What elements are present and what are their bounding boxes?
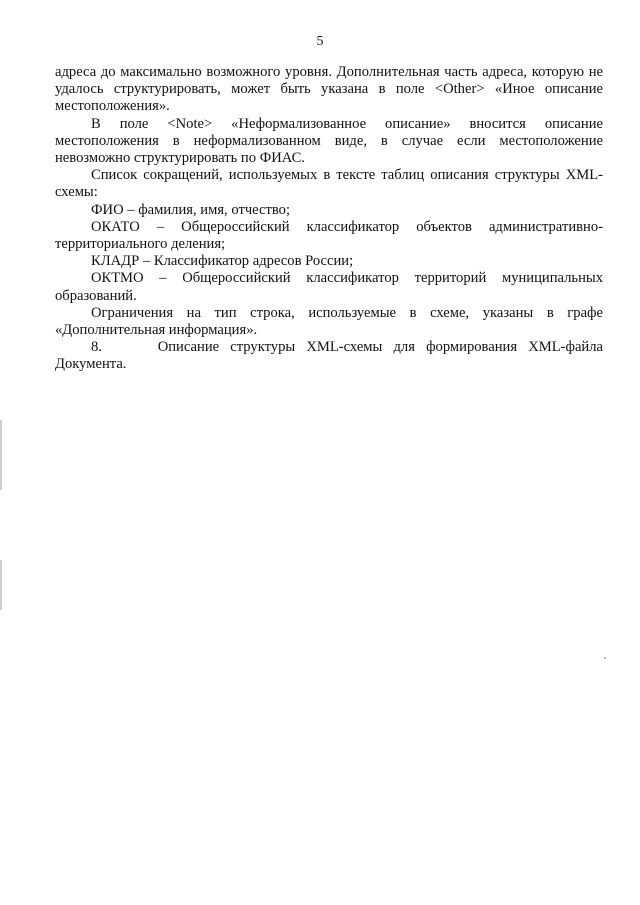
document-body bbox=[55, 64, 603, 374]
abbreviation-fio: ФИО – фамилия, имя, отчество; bbox=[91, 201, 290, 218]
abbreviation-oktmo: ОКТМО – Общероссийский классификатор территорий муниципальных образований. bbox=[55, 270, 603, 304]
scan-edge-mark bbox=[0, 560, 2, 610]
paragraph-abbreviations-intro: Список сокращений, используемых в тексте таблиц описания структуры XML-схемы: bbox=[55, 167, 603, 201]
scan-dust-mark bbox=[604, 657, 606, 659]
scan-edge-mark bbox=[0, 420, 2, 490]
section-heading-8: 8. Описание структуры XML-схемы для формирования XML-файла Документа. bbox=[55, 339, 603, 373]
paragraph-address-continuation: адреса до максимально возможного уровня. Дополнительная часть адреса, которую не удалось структурировать, может быть указана в поле <Other> «Иное описание местоположения». bbox=[55, 64, 603, 115]
page-number: 5 bbox=[316, 34, 324, 49]
abbreviation-okato: ОКАТО – Общероссийский классификатор объектов административно-территориального деления; bbox=[55, 218, 603, 253]
paragraph-note-field: В поле <Note> «Неформализованное описание» вносится описание местоположения в неформализованном виде, в случае если местоположение невозможно структурировать по ФИАС. bbox=[55, 115, 603, 167]
abbreviation-kladr: КЛАДР – Классификатор адресов России; bbox=[91, 253, 354, 270]
paragraph-string-restrictions: Ограничения на тип строка, используемые в схеме, указаны в графе «Дополнительная информация». bbox=[55, 304, 603, 339]
